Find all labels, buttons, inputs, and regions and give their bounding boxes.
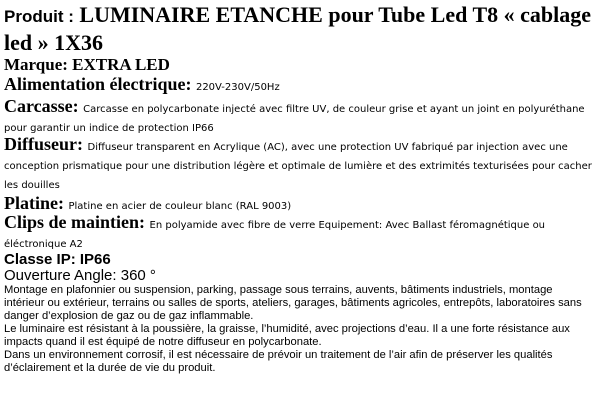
plate-label: Platine: xyxy=(4,193,64,213)
diffuser-label: Diffuseur: xyxy=(4,134,83,154)
opening-angle: Ouverture Angle: 360 ° xyxy=(4,267,156,284)
usage-paragraph: Montage en plafonnier ou suspension, parking, passage sous terrains, auvents, bâtiments industriels, montage intérieur ou extérieur, terrains ou salles de sports, ateliers, garages, bâtiments agricoles, entrepôts, laboratoires sans danger d’explosion de gaz ou de gaz inflammable. xyxy=(4,284,582,322)
diffuser-section xyxy=(4,136,596,193)
power-line xyxy=(4,74,596,98)
resistance-paragraph: Le luminaire est résistant à la poussière, la graisse, l’humidité, avec projections d’eau. Il a une forte résistance aux impacts quand il est équipé de notre diffuseur en polycarbonate. xyxy=(4,323,570,348)
corrosion-paragraph: Dans un environnement corrosif, il est nécessaire de prévoir un traitement de l’air afin de préserver les qualités d’éclairement et la durée de vie du produit. xyxy=(4,349,553,374)
product-name: LUMINAIRE ETANCHE pour Tube Led T8 « cablage led » 1X36 xyxy=(4,2,591,55)
product-title xyxy=(4,2,596,56)
power-value: 220V-230V/50Hz xyxy=(195,82,280,93)
power-label: Alimentation électrique: xyxy=(4,74,192,94)
product-sheet xyxy=(4,2,596,375)
plate-text: Platine en acier de couleur blanc (RAL 9003) xyxy=(68,201,292,212)
clips-label: Clips de maintien: xyxy=(4,212,146,232)
ip-class: Classe IP: IP66 xyxy=(4,251,111,268)
clips-section xyxy=(4,214,596,252)
plate-section xyxy=(4,193,596,214)
housing-label: Carcasse: xyxy=(4,96,79,116)
housing-text: Carcasse en polycarbonate injecté avec filtre UV, de couleur grise et ayant un joint en polyuréthane pour garantir un indice de protection IP66 xyxy=(4,104,585,134)
housing-section xyxy=(4,98,596,136)
product-label: Produit : xyxy=(4,7,74,26)
diffuser-text: Diffuseur transparent en Acrylique (AC), avec une protection UV fabriqué par injection avec une conception prismatique pour une distribution légère et optimale de lumière et des extrimités texturisées pour cacher les douilles xyxy=(4,142,592,191)
brand-line: Marque: EXTRA LED xyxy=(4,55,170,74)
clips-text: En polyamide avec fibre de verre Equipement: Avec Ballast féromagnétique ou éléctronique A2 xyxy=(4,220,546,250)
